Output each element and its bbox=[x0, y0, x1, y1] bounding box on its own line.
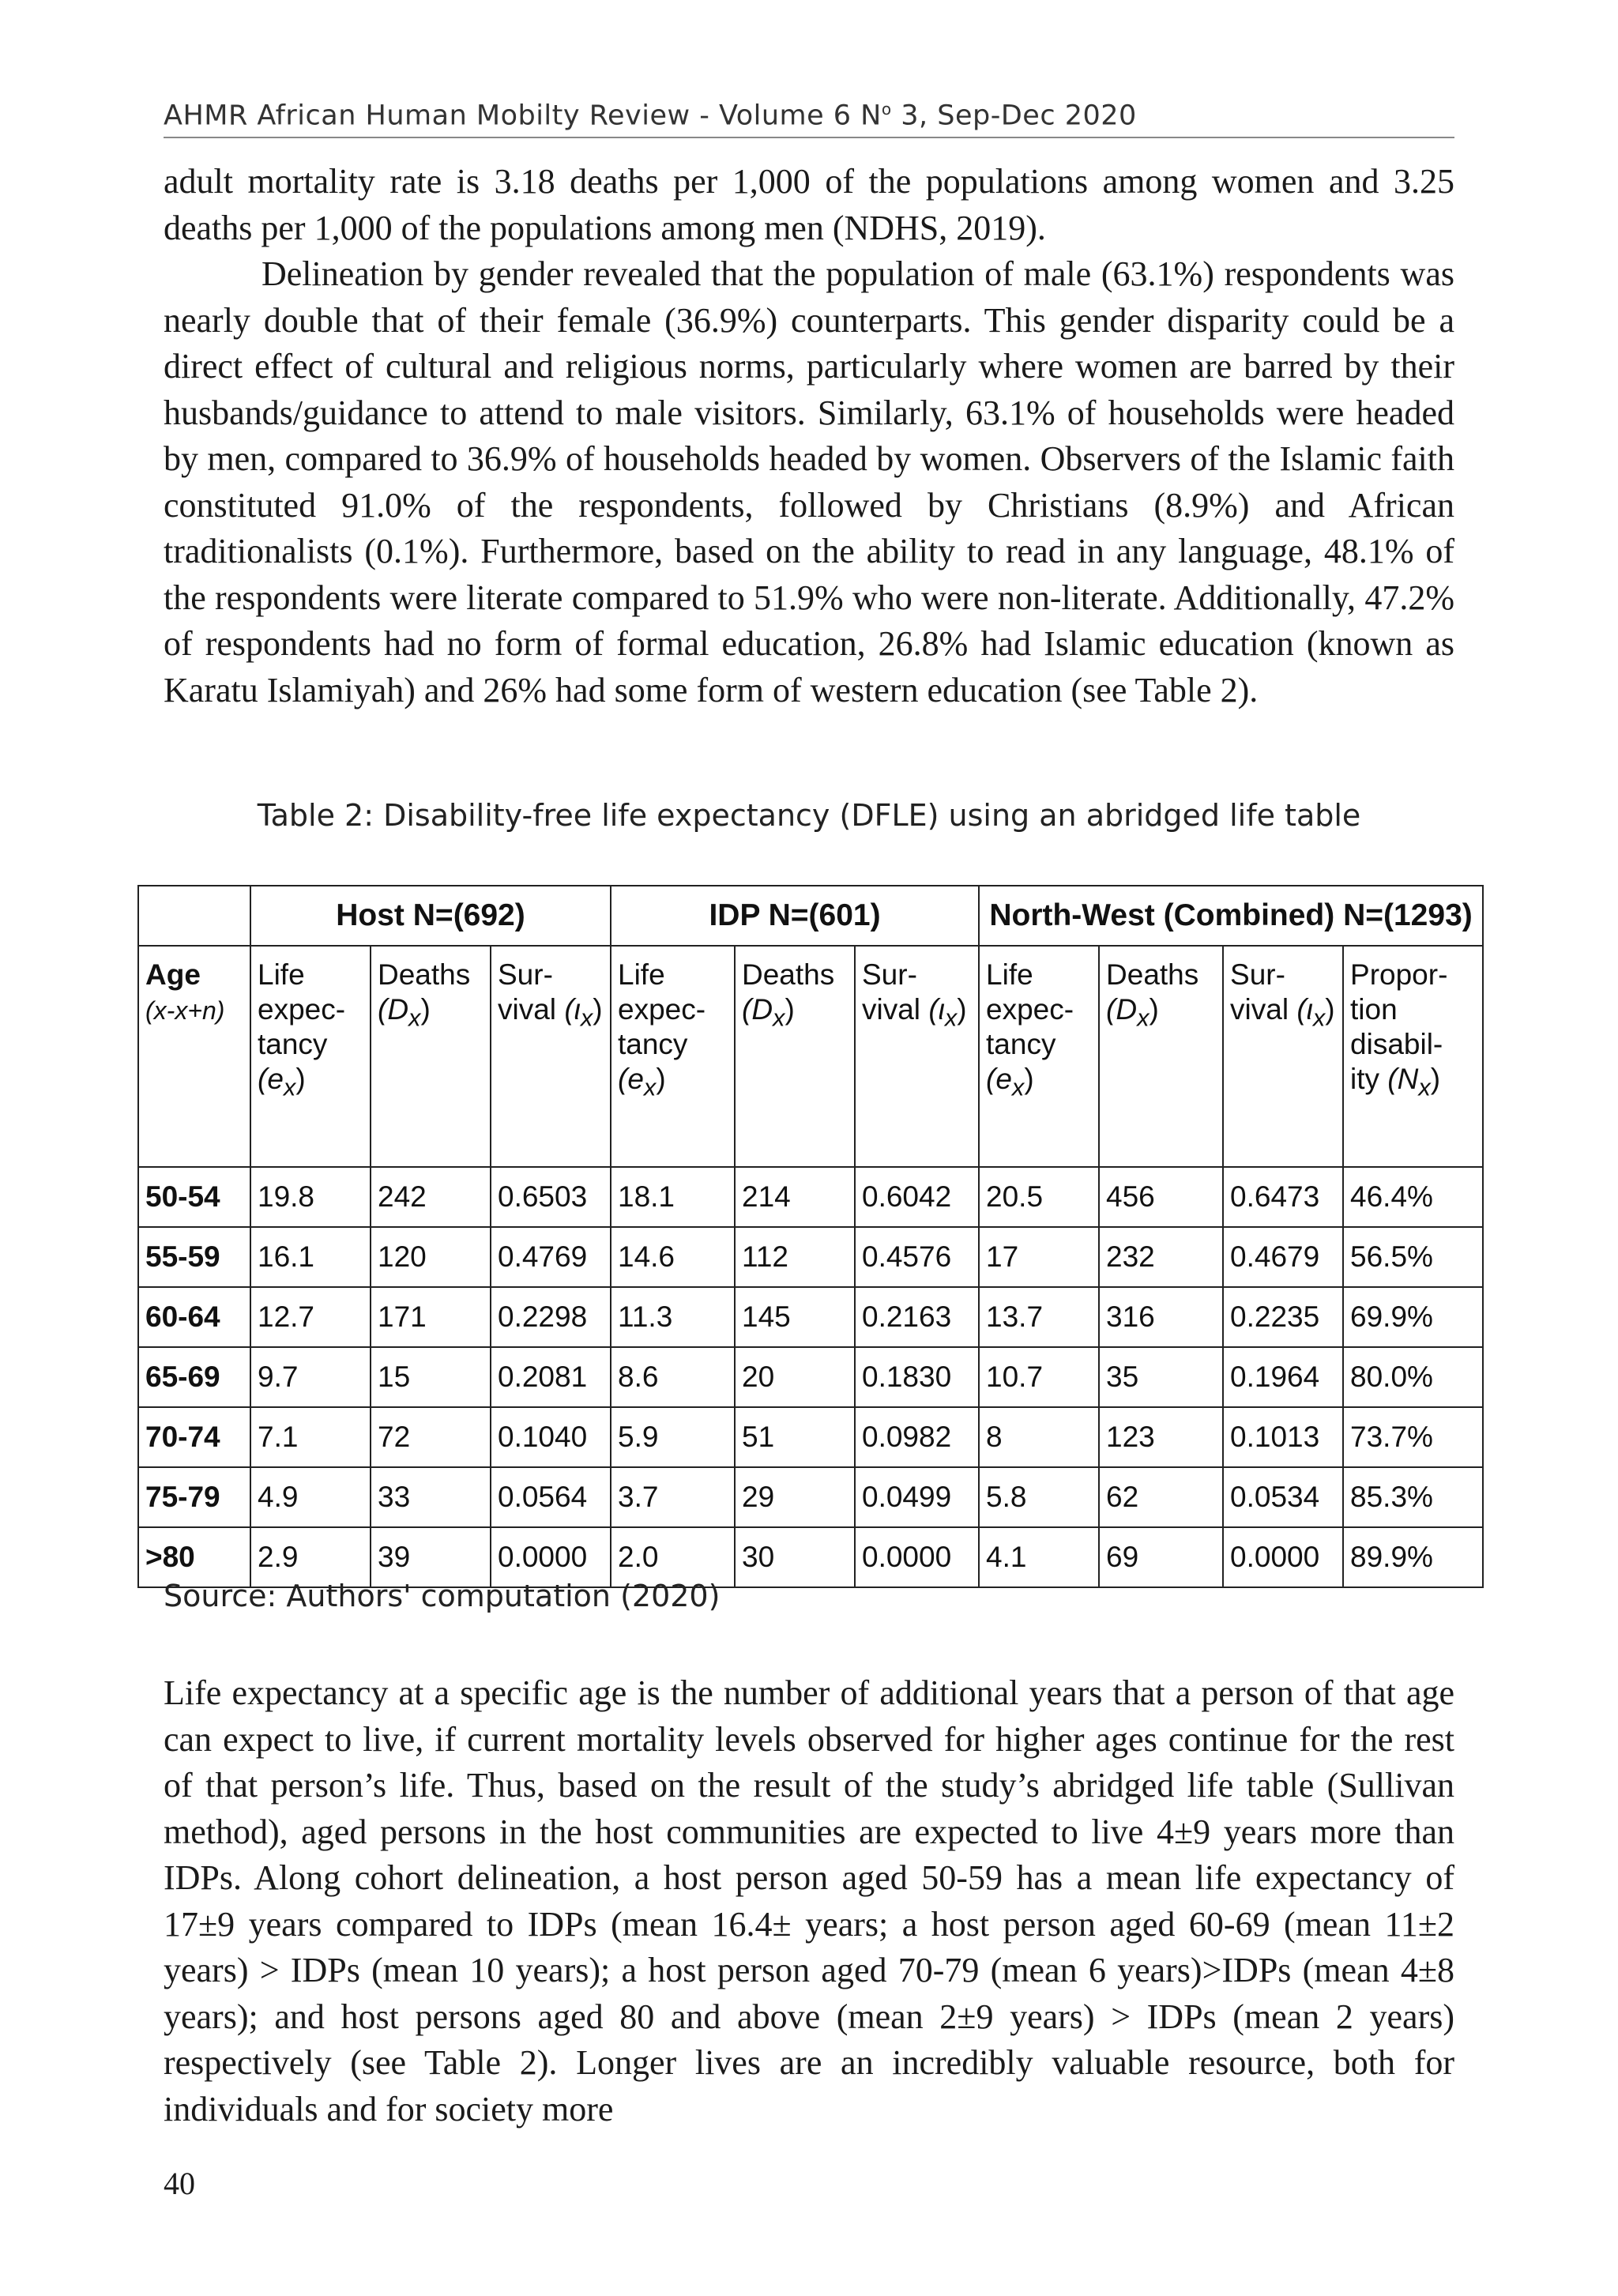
table-cell-nw: 0.1964 bbox=[1223, 1347, 1343, 1407]
age-cell: 70-74 bbox=[138, 1407, 250, 1467]
table-cell-nw: 46.4% bbox=[1343, 1167, 1483, 1227]
table-cell-idp: 112 bbox=[735, 1227, 855, 1287]
table-cell-host: 12.7 bbox=[250, 1287, 371, 1347]
table-cell-nw: 10.7 bbox=[979, 1347, 1099, 1407]
table-cell-nw: 80.0% bbox=[1343, 1347, 1483, 1407]
table-cell-host: 2.9 bbox=[250, 1527, 371, 1587]
table-cell-nw: 0.4679 bbox=[1223, 1227, 1343, 1287]
table-cell-idp: 18.1 bbox=[611, 1167, 735, 1227]
col-header-prop-9: Propor- tion disabil- ity $(N_x)$ bbox=[1343, 946, 1483, 1167]
table-cell-idp: 0.2163 bbox=[855, 1287, 979, 1347]
table-cell-host: 0.6503 bbox=[491, 1167, 611, 1227]
table-cell-idp: 8.6 bbox=[611, 1347, 735, 1407]
table-row bbox=[138, 1347, 1483, 1407]
table-row bbox=[138, 1227, 1483, 1287]
table-cell-nw: 69 bbox=[1099, 1527, 1223, 1587]
age-cell: 65-69 bbox=[138, 1347, 250, 1407]
table-cell-host: 9.7 bbox=[250, 1347, 371, 1407]
table-cell-nw: 89.9% bbox=[1343, 1527, 1483, 1587]
header-text-post: 3, Sep-Dec 2020 bbox=[891, 100, 1137, 132]
table-cell-nw: 0.2235 bbox=[1223, 1287, 1343, 1347]
table-cell-idp: 145 bbox=[735, 1287, 855, 1347]
table-cell-nw: 69.9% bbox=[1343, 1287, 1483, 1347]
group-idp: IDP N=(601) bbox=[611, 886, 979, 946]
table-cell-nw: 0.0534 bbox=[1223, 1467, 1343, 1527]
table-cell-host: 4.9 bbox=[250, 1467, 371, 1527]
corner-cell bbox=[138, 886, 250, 946]
table-source: Source: Authors' computation (2020) bbox=[164, 1579, 721, 1613]
table-cell-idp: 214 bbox=[735, 1167, 855, 1227]
table-body bbox=[138, 946, 1483, 1587]
table-cell-host: 15 bbox=[371, 1347, 491, 1407]
table-cell-nw: 17 bbox=[979, 1227, 1099, 1287]
age-cell: >80 bbox=[138, 1527, 250, 1587]
table-cell-nw: 85.3% bbox=[1343, 1467, 1483, 1527]
table-caption: Table 2: Disability-free life expectancy (DFLE) using an abridged life table bbox=[257, 798, 1361, 833]
table-cell-nw: 35 bbox=[1099, 1347, 1223, 1407]
running-header bbox=[164, 100, 1454, 138]
table-cell-nw: 0.6473 bbox=[1223, 1167, 1343, 1227]
age-cell: 60-64 bbox=[138, 1287, 250, 1347]
table-row bbox=[138, 1287, 1483, 1347]
table-cell-host: 33 bbox=[371, 1467, 491, 1527]
table-cell-host: 0.4769 bbox=[491, 1227, 611, 1287]
table-cell-idp: 0.1830 bbox=[855, 1347, 979, 1407]
table-cell-idp: 2.0 bbox=[611, 1527, 735, 1587]
age-cell: 55-59 bbox=[138, 1227, 250, 1287]
table-cell-host: 16.1 bbox=[250, 1227, 371, 1287]
table-cell-idp: 30 bbox=[735, 1527, 855, 1587]
paragraph-intro: adult mortality rate is 3.18 deaths per 1,000 of the populations among women and 3.25 deaths per 1,000 of the populations among men (NDHS, 2019). Delineation by gender revealed that the population of male (63.1%) respondents was nearly double that of their female (36.9%) counterparts. This gender disparity could be a direct effect of cultural and religious norms, particularly where women are barred by their husbands/guidance to attend to male visitors. Similarly, 63.1% of households were headed by men, compared to 36.9% of households headed by women. Observers of the Islamic faith constituted 91.0% of the respondents, followed by Christians (8.9%) and African traditionalists (0.1%). Furthermore, based on the ability to read in any language, 48.1% of the respondents were literate compared to 51.9% who were non-literate. Additionally, 47.2% of respondents had no form of formal education, 26.8% had Islamic education (known as Karatu Islamiyah) and 26% had some form of western education (see Table 2). bbox=[164, 162, 1454, 710]
table-cell-idp: 0.0000 bbox=[855, 1527, 979, 1587]
table-cell-host: 120 bbox=[371, 1227, 491, 1287]
col-header-deaths-1: Deaths $(D_x)$ bbox=[371, 946, 491, 1167]
table-cell-idp: 0.0499 bbox=[855, 1467, 979, 1527]
col-header-deaths-4: Deaths $(D_x)$ bbox=[735, 946, 855, 1167]
table-cell-host: 0.1040 bbox=[491, 1407, 611, 1467]
table-cell-idp: 51 bbox=[735, 1407, 855, 1467]
table-cell-nw: 5.8 bbox=[979, 1467, 1099, 1527]
table-cell-idp: 11.3 bbox=[611, 1287, 735, 1347]
col-header-surv-5: Sur- vival $(\iota_x)$ bbox=[855, 946, 979, 1167]
table-cell-host: 39 bbox=[371, 1527, 491, 1587]
table-cell-nw: 232 bbox=[1099, 1227, 1223, 1287]
col-header-life-0: Life expec- tancy $(e_x)$ bbox=[250, 946, 371, 1167]
table-cell-host: 0.0564 bbox=[491, 1467, 611, 1527]
table-row bbox=[138, 1467, 1483, 1527]
table-cell-nw: 8 bbox=[979, 1407, 1099, 1467]
table-cell-nw: 56.5% bbox=[1343, 1227, 1483, 1287]
col-header-surv-2: Sur- vival $(\iota_x)$ bbox=[491, 946, 611, 1167]
col-header-deaths-7: Deaths $(D_x)$ bbox=[1099, 946, 1223, 1167]
table-cell-nw: 20.5 bbox=[979, 1167, 1099, 1227]
table-cell-idp: 0.0982 bbox=[855, 1407, 979, 1467]
col-header-life-3: Life expec- tancy $(e_x)$ bbox=[611, 946, 735, 1167]
page-number: 40 bbox=[164, 2166, 195, 2201]
col-header-life-6: Life expec- tancy $(e_x)$ bbox=[979, 946, 1099, 1167]
table-cell-nw: 0.0000 bbox=[1223, 1527, 1343, 1587]
table-cell-nw: 4.1 bbox=[979, 1527, 1099, 1587]
table-cell-host: 171 bbox=[371, 1287, 491, 1347]
col-header-surv-8: Sur- vival $(\iota_x)$ bbox=[1223, 946, 1343, 1167]
table-cell-idp: 5.9 bbox=[611, 1407, 735, 1467]
age-cell: 50-54 bbox=[138, 1167, 250, 1227]
group-host: Host N=(692) bbox=[250, 886, 611, 946]
table-row bbox=[138, 1167, 1483, 1227]
table-cell-nw: 123 bbox=[1099, 1407, 1223, 1467]
table-cell-idp: 20 bbox=[735, 1347, 855, 1407]
table-cell-idp: 29 bbox=[735, 1467, 855, 1527]
table-cell-nw: 73.7% bbox=[1343, 1407, 1483, 1467]
table-cell-idp: 3.7 bbox=[611, 1467, 735, 1527]
table-cell-host: 72 bbox=[371, 1407, 491, 1467]
group-northwest: North-West (Combined) N=(1293) bbox=[979, 886, 1483, 946]
age-cell: 75-79 bbox=[138, 1467, 250, 1527]
table-cell-host: 7.1 bbox=[250, 1407, 371, 1467]
table-row bbox=[138, 1407, 1483, 1467]
table-cell-nw: 0.1013 bbox=[1223, 1407, 1343, 1467]
header-text-pre: AHMR African Human Mobilty Review - Volume 6 N bbox=[164, 100, 882, 132]
dfle-table bbox=[137, 885, 1484, 1588]
header-superscript: o bbox=[881, 100, 892, 119]
paragraph-life-expectancy: Life expectancy at a specific age is the number of additional years that a person of that age can expect to live, if current mortality levels observed for higher ages continue for the rest of that person’s life. Thus, based on the result of the study’s abridged life table (Sullivan method), aged persons in the host communities are expected to live 4±9 years more than IDPs. Along cohort delineation, a host person aged 50-59 has a mean life expectancy of 17±9 years compared to IDPs (mean 16.4± years; a host person aged 60-69 (mean 11±2 years) > IDPs (mean 10 years); a host person aged 70-79 (mean 6 years)>IDPs (mean 4±8 years); and host persons aged 80 and above (mean 2±9 years) > IDPs (mean 2 years) respectively (see Table 2). Longer lives are an incredibly valuable resource, both for individuals and for society more bbox=[164, 1673, 1454, 2129]
table-cell-host: 0.2081 bbox=[491, 1347, 611, 1407]
age-header: Age (x-x+n) bbox=[138, 946, 250, 1167]
table-cell-host: 19.8 bbox=[250, 1167, 371, 1227]
table-cell-idp: 0.4576 bbox=[855, 1227, 979, 1287]
paragraph-gender: Delineation by gender revealed that the population of male (63.1%) respondents was nearly double that of their female (36.9%) counterparts. This gender disparity could be a direct effect of cultural and religious norms, particularly where women are barred by their husbands/guidance to attend to male visitors. Similarly, 63.1% of households were headed by men, compared to 36.9% of households headed by women. Observers of the Islamic faith constituted 91.0% of the respondents, followed by Christians (8.9%) and African traditionalists (0.1%). Furthermore, based on the ability to read in any language, 48.1% of the respondents were literate compared to 51.9% who were non-literate. Additionally, 47.2% of respondents had no form of formal education, 26.8% had Islamic education (known as Karatu Islamiyah) and 26% had some form of western education (see Table 2). bbox=[164, 254, 1454, 710]
table-cell-nw: 316 bbox=[1099, 1287, 1223, 1347]
table-cell-host: 0.2298 bbox=[491, 1287, 611, 1347]
column-header-row bbox=[138, 946, 1483, 1167]
table-cell-host: 242 bbox=[371, 1167, 491, 1227]
table-cell-nw: 62 bbox=[1099, 1467, 1223, 1527]
table-cell-nw: 13.7 bbox=[979, 1287, 1099, 1347]
table-cell-idp: 14.6 bbox=[611, 1227, 735, 1287]
table-cell-nw: 456 bbox=[1099, 1167, 1223, 1227]
table-cell-host: 0.0000 bbox=[491, 1527, 611, 1587]
table-cell-idp: 0.6042 bbox=[855, 1167, 979, 1227]
